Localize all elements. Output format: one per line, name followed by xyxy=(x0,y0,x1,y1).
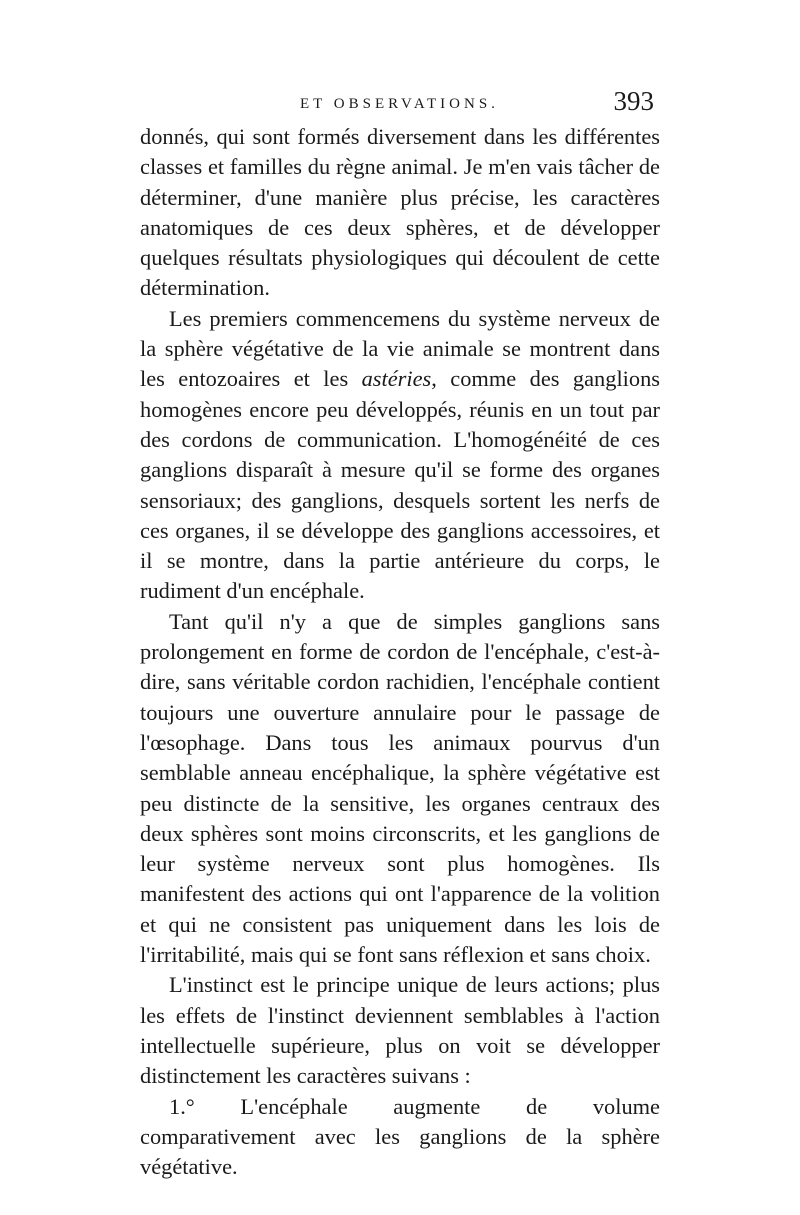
paragraph-5: 1.° L'encéphale augmente de volume comparativement avec les ganglions de la sphère végétative. xyxy=(140,1093,660,1180)
paragraph-3: Tant qu'il n'y a que de simples ganglions sans prolongement en forme de cordon de l'encéphale, c'est-à-dire, sans véritable cordon rachidien, l'encéphale contient toujours une ouverture annulaire pour le passage de l'œsophage. Dans tous les animaux pourvus d'un semblable anneau encéphalique, la sphère végétative est peu distincte de la sensitive, les organes centraux des deux sphères sont moins circonscrits, et les ganglions de leur système nerveux sont plus homogènes. Ils manifestent des actions qui ont l'apparence de la volition et qui ne consistent pas uniquement dans les lois de l'irritabilité, mais qui se font sans réflexion et sans choix. xyxy=(140,608,660,968)
paragraph-2-italic: astéries xyxy=(361,366,432,392)
paragraph-2-part-2: , comme des ganglions homogènes encore peu développés, réunis en un tout par des cordons de communication. L'homogénéité de ces ganglions disparaît à mesure qu'il se forme des organes sensoriaux; des ganglions, desquels sortent les nerfs de ces organes, il se développe des ganglions accessoires, et il se montre, dans la partie antérieure du corps, le rudiment d'un encéphale. xyxy=(140,366,660,604)
paragraph-1: donnés, qui sont formés diversement dans les différentes classes et familles du règne animal. Je m'en vais tâcher de déterminer, d'une manière plus précise, les caractères anatomiques de ces deux sphères, et de développer quelques résultats physiologiques qui découlent de cette détermination. xyxy=(140,124,660,301)
body-text xyxy=(140,122,660,1182)
running-header xyxy=(140,86,660,122)
paragraph-2 xyxy=(140,304,660,607)
paragraph-4: L'instinct est le principe unique de leurs actions; plus les effets de l'instinct deviennent semblables à l'action intellectuelle supérieure, plus on voit se développer distinctement les caractères suivans : xyxy=(140,972,660,1089)
page-number: 393 xyxy=(613,86,654,116)
header-title: ET OBSERVATIONS. xyxy=(300,96,499,112)
paragraph-2-part-1: Les premiers commencemens du système nerveux de la sphère végétative de la vie animale se montrent dans les entozoaires et les xyxy=(140,305,660,392)
